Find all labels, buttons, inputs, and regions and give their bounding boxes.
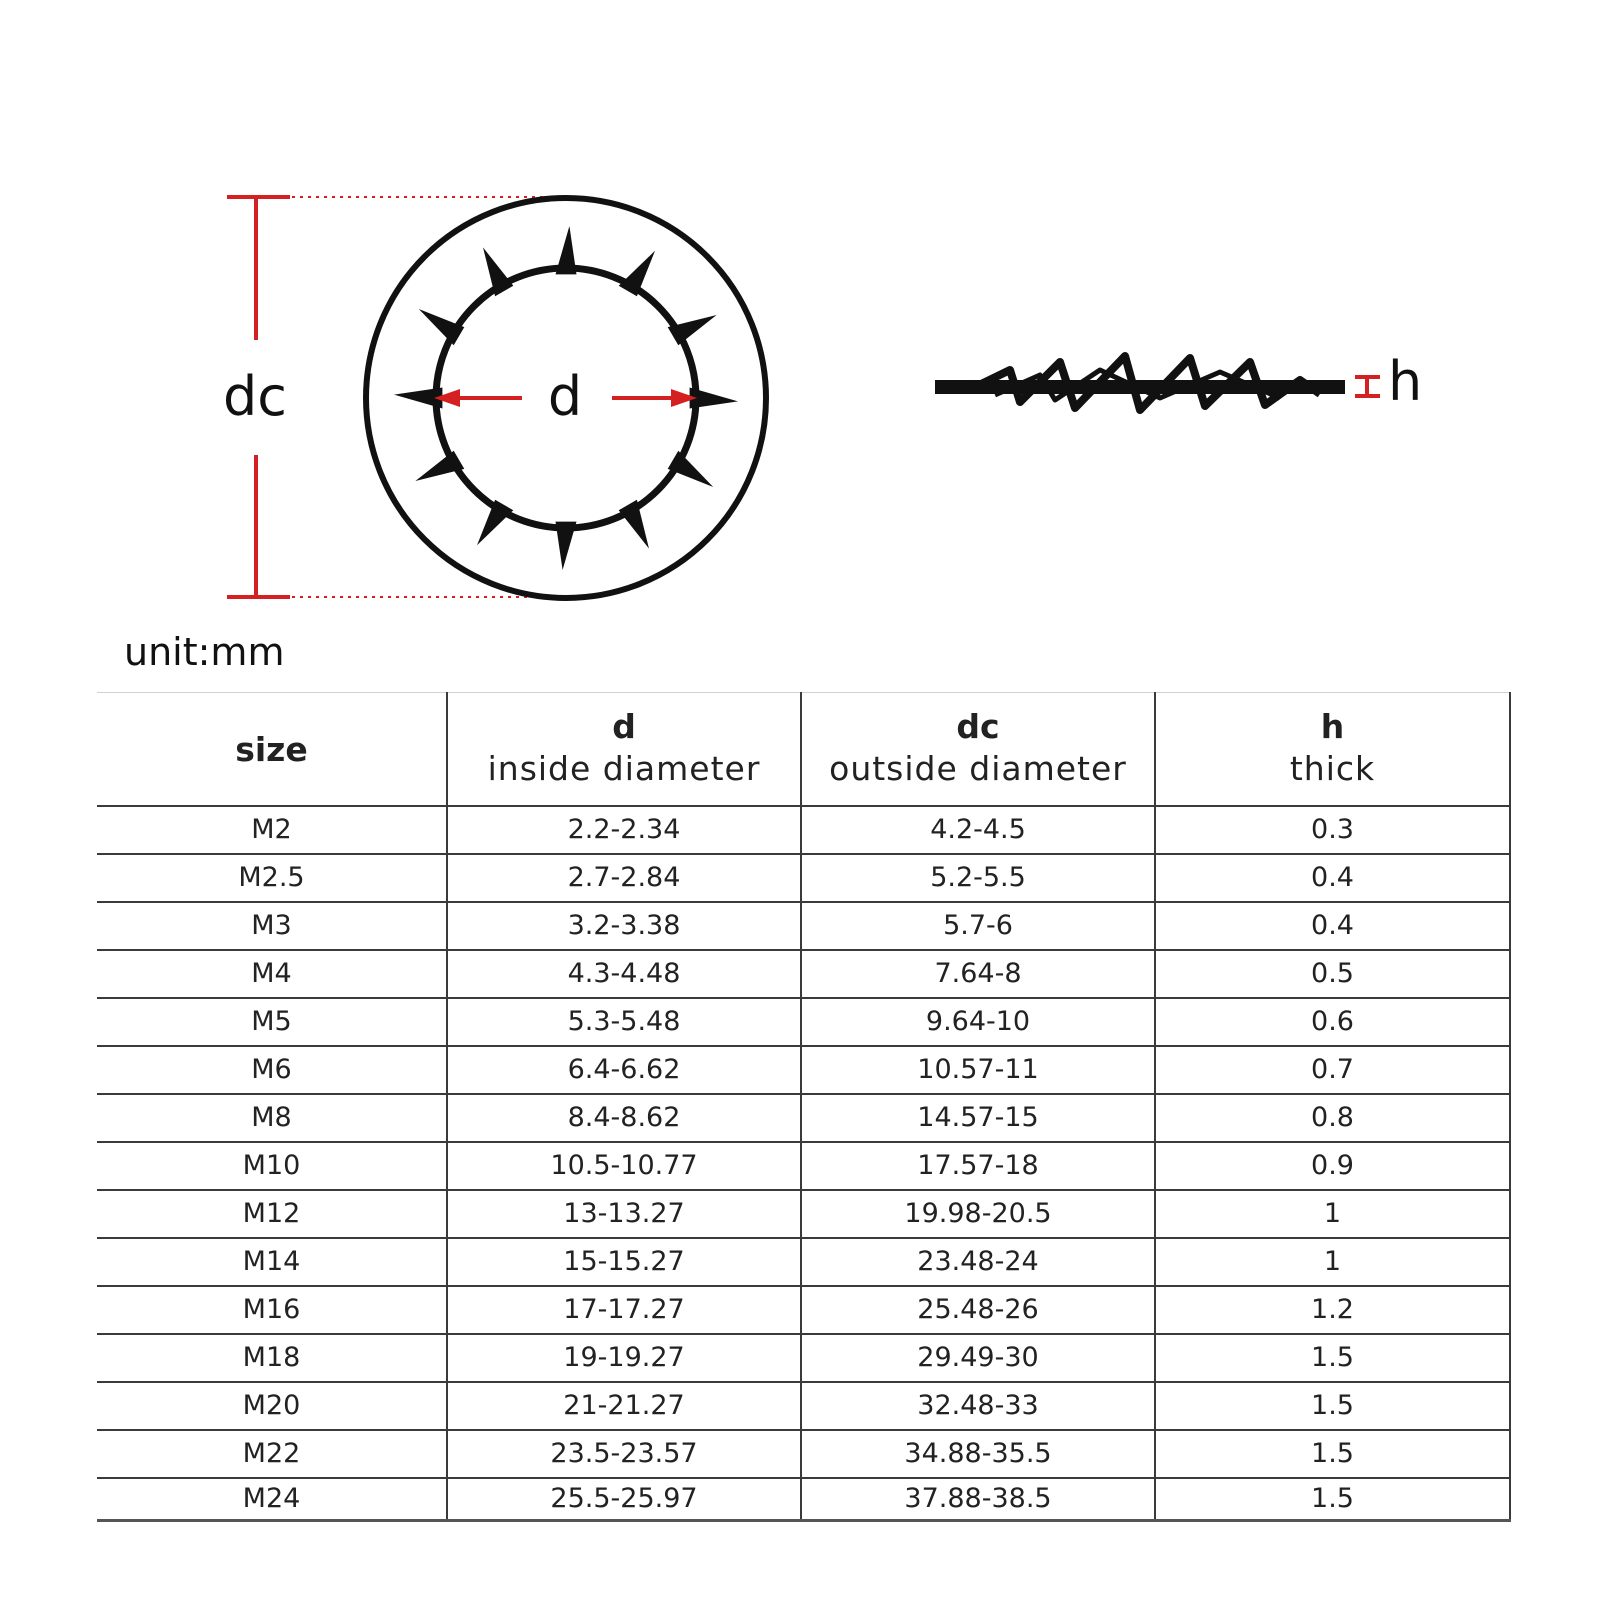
size-cell: M4: [97, 950, 447, 998]
washer-tooth: [619, 500, 649, 549]
size-cell: M18: [97, 1334, 447, 1382]
outside-diameter-cell: 29.49-30: [801, 1334, 1155, 1382]
washer-tooth: [619, 251, 655, 296]
outside-diameter-cell: 7.64-8: [801, 950, 1155, 998]
washer-side-view: [935, 356, 1345, 410]
size-cell: M22: [97, 1430, 447, 1478]
thick-cell: 0.3: [1155, 806, 1510, 854]
washer-tooth: [668, 315, 717, 345]
inside-diameter-cell: 2.7-2.84: [447, 854, 801, 902]
outside-diameter-column-header: [801, 693, 1155, 807]
inside-diameter-cell: 17-17.27: [447, 1286, 801, 1334]
thick-cell: 1.5: [1155, 1478, 1510, 1521]
size-cell: M14: [97, 1238, 447, 1286]
thick-cell: 0.7: [1155, 1046, 1510, 1094]
size-cell: M8: [97, 1094, 447, 1142]
size-cell: M2.5: [97, 854, 447, 902]
inside-diameter-cell: 23.5-23.57: [447, 1430, 801, 1478]
washer-tooth: [556, 226, 577, 274]
washer-diagram: [0, 0, 1600, 640]
outside-diameter-cell: 19.98-20.5: [801, 1190, 1155, 1238]
d-label: d: [547, 365, 583, 428]
outside-diameter-cell: 14.57-15: [801, 1094, 1155, 1142]
size-cell: M3: [97, 902, 447, 950]
inside-diameter-cell: 2.2-2.34: [447, 806, 801, 854]
outside-diameter-cell: 5.7-6: [801, 902, 1155, 950]
size-column-header: [97, 693, 447, 807]
table-row: [97, 1094, 1510, 1142]
thick-cell: 0.9: [1155, 1142, 1510, 1190]
thick-cell: 0.4: [1155, 902, 1510, 950]
inside-diameter-cell: 4.3-4.48: [447, 950, 801, 998]
inside-diameter-cell: 19-19.27: [447, 1334, 801, 1382]
h-dimension: [1355, 377, 1380, 396]
thick-cell: 1.2: [1155, 1286, 1510, 1334]
washer-tooth: [483, 247, 513, 296]
outside-diameter-cell: 37.88-38.5: [801, 1478, 1155, 1521]
outside-diameter-text: outside diameter: [829, 749, 1127, 788]
inside-diameter-symbol: d: [612, 707, 636, 746]
thick-cell: 0.8: [1155, 1094, 1510, 1142]
size-cell: M2: [97, 806, 447, 854]
table-row: [97, 1238, 1510, 1286]
thick-text: thick: [1289, 749, 1376, 788]
washer-tooth: [477, 500, 513, 546]
outside-diameter-cell: 32.48-33: [801, 1382, 1155, 1430]
table-row: [97, 854, 1510, 902]
size-cell: M16: [97, 1286, 447, 1334]
table-row: [97, 1190, 1510, 1238]
inside-diameter-cell: 13-13.27: [447, 1190, 801, 1238]
table-row: [97, 806, 1510, 854]
dc-label: dc: [223, 365, 287, 428]
thick-column-header: [1155, 693, 1510, 807]
thick-cell: 1.5: [1155, 1334, 1510, 1382]
table-row: [97, 998, 1510, 1046]
unit-label: unit:mm: [124, 630, 285, 674]
thick-symbol: h: [1320, 707, 1345, 746]
table-row: [97, 1142, 1510, 1190]
washer-tooth: [419, 309, 465, 345]
thick-cell: 1.5: [1155, 1430, 1510, 1478]
thick-cell: 0.5: [1155, 950, 1510, 998]
table-row: [97, 1430, 1510, 1478]
size-header-text: size: [235, 729, 308, 769]
washer-tooth: [668, 451, 714, 487]
outside-diameter-cell: 17.57-18: [801, 1142, 1155, 1190]
table-row: [97, 950, 1510, 998]
inside-diameter-column-header: [447, 693, 801, 807]
inside-diameter-cell: 10.5-10.77: [447, 1142, 801, 1190]
thick-cell: 1.5: [1155, 1382, 1510, 1430]
outside-diameter-symbol: dc: [956, 707, 1000, 746]
washer-tooth: [556, 522, 577, 570]
outside-diameter-cell: 9.64-10: [801, 998, 1155, 1046]
table-row: [97, 1382, 1510, 1430]
washer-tooth: [415, 451, 464, 481]
inside-diameter-cell: 8.4-8.62: [447, 1094, 801, 1142]
table-row: [97, 1286, 1510, 1334]
inside-diameter-cell: 15-15.27: [447, 1238, 801, 1286]
size-cell: M6: [97, 1046, 447, 1094]
h-label: h: [1388, 350, 1423, 413]
thick-cell: 0.4: [1155, 854, 1510, 902]
size-cell: M5: [97, 998, 447, 1046]
size-cell: M20: [97, 1382, 447, 1430]
inside-diameter-cell: 5.3-5.48: [447, 998, 801, 1046]
outside-diameter-cell: 25.48-26: [801, 1286, 1155, 1334]
table-row: [97, 1334, 1510, 1382]
table-row: [97, 1046, 1510, 1094]
table-row: [97, 902, 1510, 950]
outside-diameter-cell: 5.2-5.5: [801, 854, 1155, 902]
outside-diameter-cell: 4.2-4.5: [801, 806, 1155, 854]
inside-diameter-cell: 21-21.27: [447, 1382, 801, 1430]
inside-diameter-cell: 6.4-6.62: [447, 1046, 801, 1094]
size-cell: M10: [97, 1142, 447, 1190]
size-table: [97, 692, 1511, 1522]
thick-cell: 1: [1155, 1190, 1510, 1238]
table-row: [97, 1478, 1510, 1521]
inside-diameter-cell: 25.5-25.97: [447, 1478, 801, 1521]
inside-diameter-cell: 3.2-3.38: [447, 902, 801, 950]
table-header-row: [97, 693, 1510, 807]
inside-diameter-text: inside diameter: [487, 749, 761, 788]
thick-cell: 1: [1155, 1238, 1510, 1286]
size-cell: M24: [97, 1478, 447, 1521]
outside-diameter-cell: 23.48-24: [801, 1238, 1155, 1286]
size-cell: M12: [97, 1190, 447, 1238]
outside-diameter-cell: 34.88-35.5: [801, 1430, 1155, 1478]
outside-diameter-cell: 10.57-11: [801, 1046, 1155, 1094]
thick-cell: 0.6: [1155, 998, 1510, 1046]
